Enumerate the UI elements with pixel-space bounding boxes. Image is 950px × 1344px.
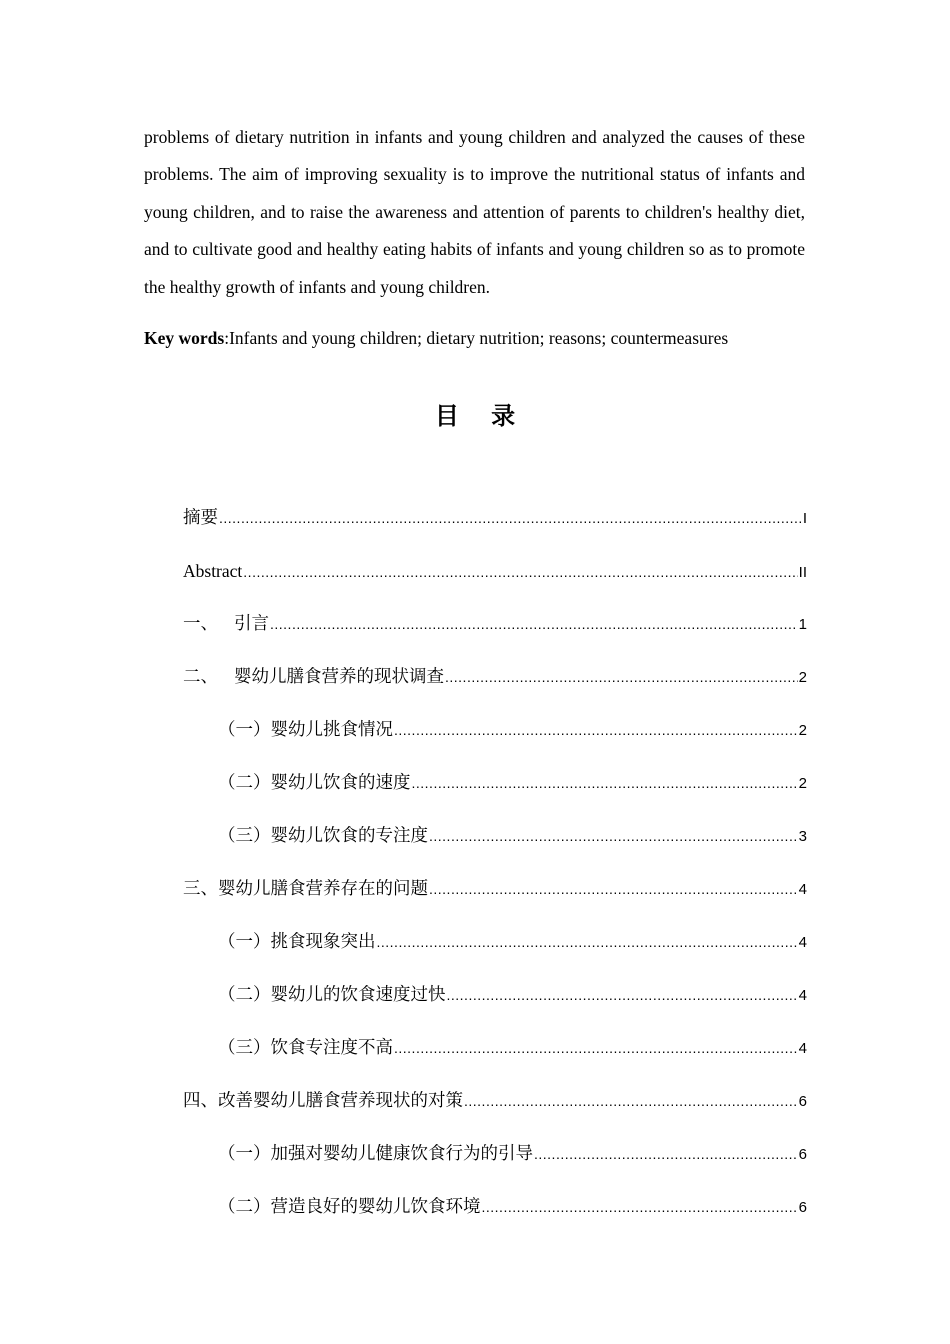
- toc-entry-page: 4: [798, 1040, 807, 1057]
- toc-entry-page: 1: [798, 616, 807, 633]
- toc-entry-number: 一、: [183, 614, 218, 634]
- toc-dot-leader: [429, 875, 798, 903]
- abstract-paragraph: problems of dietary nutrition in infants and young children and analyzed the causes of these problems. The aim of improving sexuality is to improve the nutritional status of infants and young children, and to raise the awareness and attention of parents to children's healthy diet, and to cultivate good and healthy eating habits of infants and young children so as to promote the healthy growth of infants and young children.: [144, 127, 805, 297]
- toc-entry-label: （一）加强对婴幼儿健康饮食行为的引导: [218, 1144, 533, 1164]
- toc-entry-2-1[interactable]: [218, 716, 807, 744]
- keywords-separator: :: [224, 328, 230, 348]
- toc-entry-label: （三）婴幼儿饮食的专注度: [218, 826, 428, 846]
- toc-entry-label: （三）饮食专注度不高: [218, 1038, 393, 1058]
- toc-entry-3-2[interactable]: [218, 981, 807, 1009]
- toc-entry-label: 四、改善婴幼儿膳食营养现状的对策: [183, 1091, 463, 1111]
- toc-dot-leader: [270, 610, 798, 638]
- toc-entry-abstract-en[interactable]: [183, 557, 807, 585]
- toc-entry-section-3[interactable]: [183, 875, 807, 903]
- toc-entry-label: Abstract: [183, 561, 243, 581]
- toc-entry-page: 4: [798, 881, 807, 898]
- toc-entry-number: 二、: [183, 667, 218, 687]
- toc-entry-section-2[interactable]: [183, 663, 807, 691]
- toc-entry-page: II: [798, 564, 807, 581]
- toc-dot-leader: [482, 1193, 798, 1221]
- toc-entry-label: （二）婴幼儿饮食的速度: [218, 773, 411, 793]
- toc-dot-leader: [377, 928, 798, 956]
- toc-entry-label: [183, 610, 269, 638]
- toc-entry-section-4[interactable]: [183, 1087, 807, 1115]
- toc-title: 目 录: [434, 402, 528, 430]
- toc-entry-label: [183, 663, 444, 691]
- toc-entry-page: I: [802, 510, 807, 527]
- toc-entry-page: 6: [798, 1093, 807, 1110]
- toc-entry-page: 2: [798, 669, 807, 686]
- toc-entry-page: 6: [798, 1199, 807, 1216]
- toc-dot-leader: [219, 504, 802, 532]
- toc-entry-page: 4: [798, 934, 807, 951]
- toc-entry-4-1[interactable]: [218, 1140, 807, 1168]
- toc-dot-leader: [243, 558, 797, 586]
- toc-entry-3-3[interactable]: [218, 1034, 807, 1062]
- toc-entry-label: 三、婴幼儿膳食营养存在的问题: [183, 879, 428, 899]
- toc-entry-2-2[interactable]: [218, 769, 807, 797]
- toc-dot-leader: [429, 822, 798, 850]
- toc-entry-3-1[interactable]: [218, 928, 807, 956]
- toc-entry-abstract-cn[interactable]: [183, 504, 807, 532]
- toc-entry-page: 2: [798, 775, 807, 792]
- toc-dot-leader: [394, 1034, 798, 1062]
- toc-entry-label: （二）营造良好的婴幼儿饮食环境: [218, 1197, 481, 1217]
- toc-entry-label: （一）婴幼儿挑食情况: [218, 720, 393, 740]
- toc-entry-page: 6: [798, 1146, 807, 1163]
- toc-entry-title: 婴幼儿膳食营养的现状调查: [234, 667, 444, 687]
- toc-entry-introduction[interactable]: [183, 610, 807, 638]
- toc-entry-title: 引言: [234, 614, 269, 634]
- keywords-label: Key words: [144, 328, 225, 348]
- toc-entry-label: 摘要: [183, 508, 218, 528]
- toc-dot-leader: [447, 981, 798, 1009]
- toc-dot-leader: [394, 716, 798, 744]
- toc-entry-2-3[interactable]: [218, 822, 807, 850]
- toc-entry-label: （二）婴幼儿的饮食速度过快: [218, 985, 446, 1005]
- toc-dot-leader: [534, 1140, 798, 1168]
- toc-entry-label: （一）挑食现象突出: [218, 932, 376, 952]
- toc-entry-page: 2: [798, 722, 807, 739]
- toc-dot-leader: [445, 663, 798, 691]
- toc-dot-leader: [464, 1087, 798, 1115]
- toc-entry-page: 3: [798, 828, 807, 845]
- toc-dot-leader: [412, 769, 798, 797]
- toc-entry-page: 4: [798, 987, 807, 1004]
- keywords-text: Infants and young children; dietary nutrition; reasons; countermeasures: [229, 328, 729, 348]
- toc-entry-4-2[interactable]: [218, 1193, 807, 1221]
